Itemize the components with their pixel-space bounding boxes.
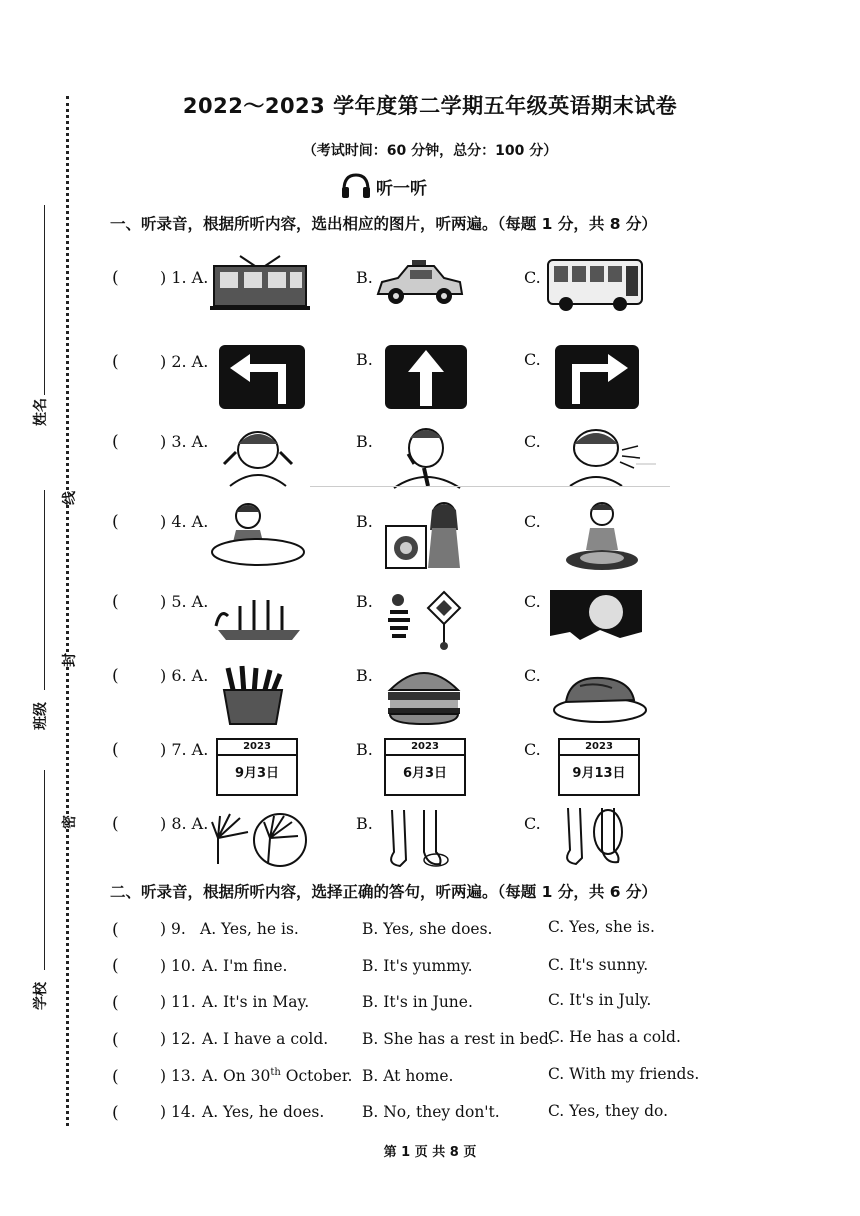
calendar-year: 2023 [218,740,296,756]
option-a: A. I'm fine. [202,957,288,975]
calendar-date: 6月3日 [402,766,448,781]
legs-picture [556,806,632,870]
listen-heading-text: 听一听 [376,178,427,199]
headache-picture [216,424,302,488]
school-blank-line [44,770,45,970]
option-b-label: B. [356,592,373,611]
tram-picture [210,254,310,312]
taxi-picture [374,258,464,310]
option-a-text: A. On 30 [202,1067,271,1086]
page-footer: 第 1 页 共 8 页 [383,1145,477,1160]
option-a-tail: October. [280,1067,353,1086]
option-a: A. I have a cold. [202,1030,329,1048]
option-b: B. It's in June. [362,993,473,1011]
answer-paren: ( [112,432,119,452]
answer-paren: ( [112,814,119,834]
option-a [202,1067,352,1085]
calendar-date: 9月13日 [572,766,626,781]
exam-subtitle: （考试时间：60 分钟，总分：100 分） [302,143,558,159]
full-moon-picture [550,590,642,652]
option-c-label: C. [524,432,541,451]
answer-paren: ( [112,920,119,940]
option-c-label: C. [524,592,541,611]
question-number: ) 5. A. [160,592,209,611]
headphones-icon [340,172,372,200]
question-number: ) 8. A. [160,814,209,833]
seal-mark: 封 [59,653,79,667]
option-c: C. With my friends. [548,1065,700,1083]
option-b-label: B. [356,268,373,287]
calendar-year: 2023 [560,740,638,756]
answer-paren: ( [112,956,119,976]
go-straight-sign [384,344,468,410]
calendar-date: 9月3日 [234,766,280,781]
option-b: B. At home. [362,1067,454,1085]
exam-title: 2022～2023 学年度第二学期五年级英语期末试卷 [182,94,678,118]
question-number: ) 2. A. [160,352,209,371]
calendar-b [384,738,466,796]
name-blank-line [44,205,45,395]
option-b: B. Yes, she does. [362,920,493,938]
answer-paren: ( [112,352,119,372]
question-number: ) 1. A. [160,268,209,287]
bus-picture [546,254,644,314]
answer-paren: ( [112,740,119,760]
class-label: 班级 [33,702,49,730]
answer-paren: ( [112,268,119,288]
option-c-label: C. [524,740,541,759]
dragon-boat-picture [214,586,304,644]
calendar-c [558,738,640,796]
option-c: C. He has a cold. [548,1028,681,1046]
answer-paren: ( [112,512,119,532]
answer-paren: ( [112,666,119,686]
question-number: ) 7. A. [160,740,209,759]
answer-paren: ( [112,1030,119,1050]
answer-paren: ( [112,1067,119,1087]
question-number: ) 9. [160,920,186,938]
turn-left-sign [218,344,306,410]
listen-heading [340,172,427,200]
french-fries-picture [220,664,286,726]
clean-table-picture [208,500,308,568]
cooking-picture [560,500,646,574]
option-a: A. Yes, he is. [200,920,299,938]
option-c: C. Yes, they do. [548,1102,669,1120]
ordinal-suffix: th [270,1067,281,1078]
option-b: B. No, they don't. [362,1103,500,1121]
option-c-label: C. [524,814,541,833]
school-label: 学校 [33,982,49,1010]
option-b-label: B. [356,512,373,531]
name-label: 姓名 [33,398,49,426]
hands-picture [208,808,308,870]
option-c-label: C. [524,268,541,287]
question-number: ) 12. [160,1030,196,1048]
question-number: ) 14. [160,1103,196,1121]
option-b-label: B. [356,432,373,451]
option-b-label: B. [356,740,373,759]
answer-paren: ( [112,993,119,1013]
scan-line [310,486,670,487]
calendar-a [216,738,298,796]
section1-heading: 一、听录音，根据所听内容，选出相应的图片，听两遍。（每题 1 分，共 8 分） [110,215,657,233]
question-number: ) 3. A. [160,432,209,451]
question-number: ) 4. A. [160,512,209,531]
hamburger-picture [386,664,462,726]
option-b-label: B. [356,666,373,685]
chinese-knot-picture [384,586,480,652]
calendar-year: 2023 [386,740,464,756]
question-number: ) 13. [160,1067,196,1085]
question-number: ) 6. A. [160,666,209,685]
option-c: C. It's in July. [548,991,652,1009]
section2-heading: 二、听录音，根据所听内容，选择正确的答句，听两遍。（每题 1 分，共 6 分） [110,883,657,901]
option-a: A. Yes, he does. [202,1103,325,1121]
option-c-label: C. [524,512,541,531]
option-c: C. It's sunny. [548,956,649,974]
answer-paren: ( [112,592,119,612]
binding-dotted-line [66,96,69,1126]
turn-right-sign [554,344,640,410]
question-number: ) 10. [160,957,196,975]
cough-picture [556,424,656,488]
option-a: A. It's in May. [202,993,310,1011]
option-b: B. It's yummy. [362,957,473,975]
option-b-label: B. [356,350,373,369]
option-b-label: B. [356,814,373,833]
option-c-label: C. [524,350,541,369]
toothache-picture [384,424,470,490]
answer-paren: ( [112,1103,119,1123]
option-c-label: C. [524,666,541,685]
option-c: C. Yes, she is. [548,918,655,936]
line-mark: 线 [59,491,79,505]
class-blank-line [44,490,45,690]
question-number: ) 11. [160,993,196,1011]
feet-picture [380,808,450,870]
roast-duck-picture [550,664,650,724]
option-b: B. She has a rest in bed. [362,1030,554,1048]
washing-clothes-picture [384,500,468,570]
mi-mark: 密 [59,815,79,829]
